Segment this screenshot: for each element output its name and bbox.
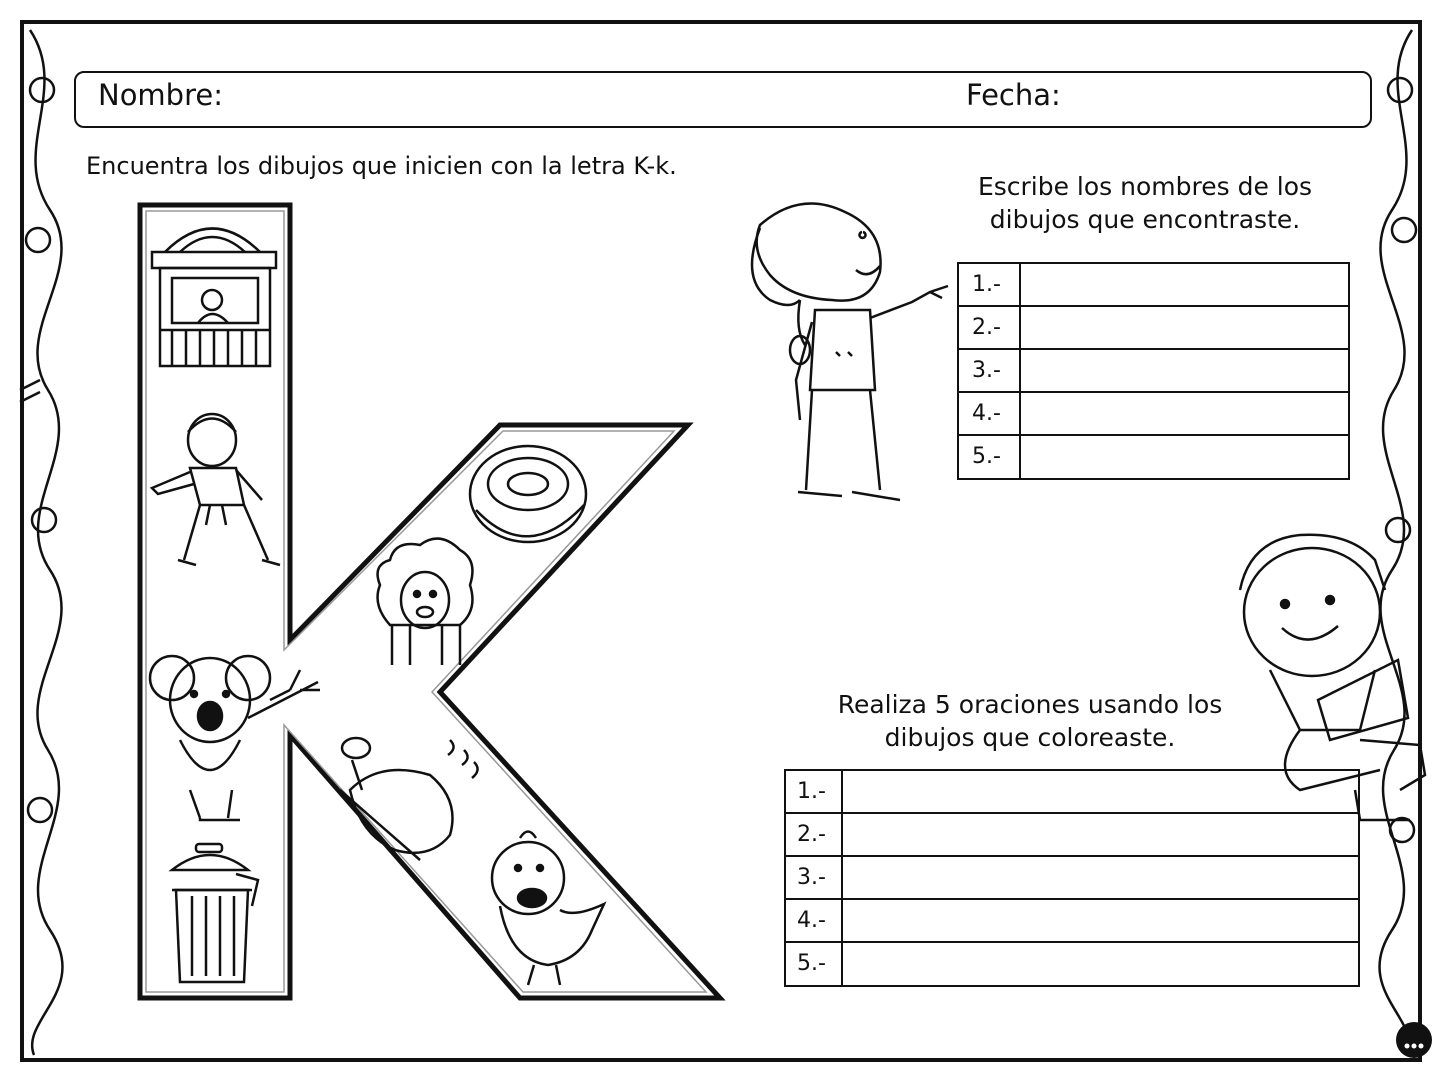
names-row-number: 5.- bbox=[972, 444, 1001, 469]
sentence-answer-cell[interactable] bbox=[844, 944, 1357, 984]
names-answer-cell[interactable] bbox=[1022, 308, 1347, 348]
name-label: Nombre: bbox=[98, 78, 223, 112]
names-answer-cell[interactable] bbox=[1022, 437, 1347, 477]
names-row-number: 4.- bbox=[972, 401, 1001, 426]
names-answer-cell[interactable] bbox=[1022, 394, 1347, 434]
sentences-row-number: 1.- bbox=[797, 779, 826, 804]
sentences-row-number: 2.- bbox=[797, 822, 826, 847]
names-row-number: 2.- bbox=[972, 315, 1001, 340]
sentence-answer-cell[interactable] bbox=[844, 858, 1357, 898]
sentences-instruction-line1: Realiza 5 oraciones usando los bbox=[837, 690, 1223, 719]
names-answer-cell[interactable] bbox=[1022, 265, 1347, 305]
sentences-row-number: 3.- bbox=[797, 865, 826, 890]
write-names-instruction bbox=[935, 170, 1355, 236]
logo-badge bbox=[1396, 1022, 1432, 1058]
right-vine-decoration bbox=[1379, 30, 1416, 1055]
sentences-row-number: 5.- bbox=[797, 951, 826, 976]
sentence-answer-cell[interactable] bbox=[844, 901, 1357, 941]
date-input-area[interactable] bbox=[1070, 80, 1360, 116]
sentences-instruction bbox=[800, 688, 1260, 754]
sentence-answer-cell[interactable] bbox=[844, 772, 1357, 812]
write-instruction-line2: dibujos que encontraste. bbox=[989, 205, 1301, 234]
sentence-answer-cell[interactable] bbox=[844, 815, 1357, 855]
names-answer-cell[interactable] bbox=[1022, 351, 1347, 391]
date-label: Fecha: bbox=[966, 78, 1061, 112]
names-row-number: 1.- bbox=[972, 272, 1001, 297]
girl-pointing-icon bbox=[752, 204, 948, 500]
names-row-number: 3.- bbox=[972, 358, 1001, 383]
name-input-area[interactable] bbox=[270, 80, 950, 116]
write-instruction-line1: Escribe los nombres de los bbox=[977, 172, 1313, 201]
sentences-row-number: 4.- bbox=[797, 908, 826, 933]
sentences-instruction-line2: dibujos que coloreaste. bbox=[884, 723, 1176, 752]
find-instruction: Encuentra los dibujos que inicien con la letra K-k. bbox=[86, 152, 677, 180]
left-vine-decoration bbox=[20, 30, 63, 1055]
